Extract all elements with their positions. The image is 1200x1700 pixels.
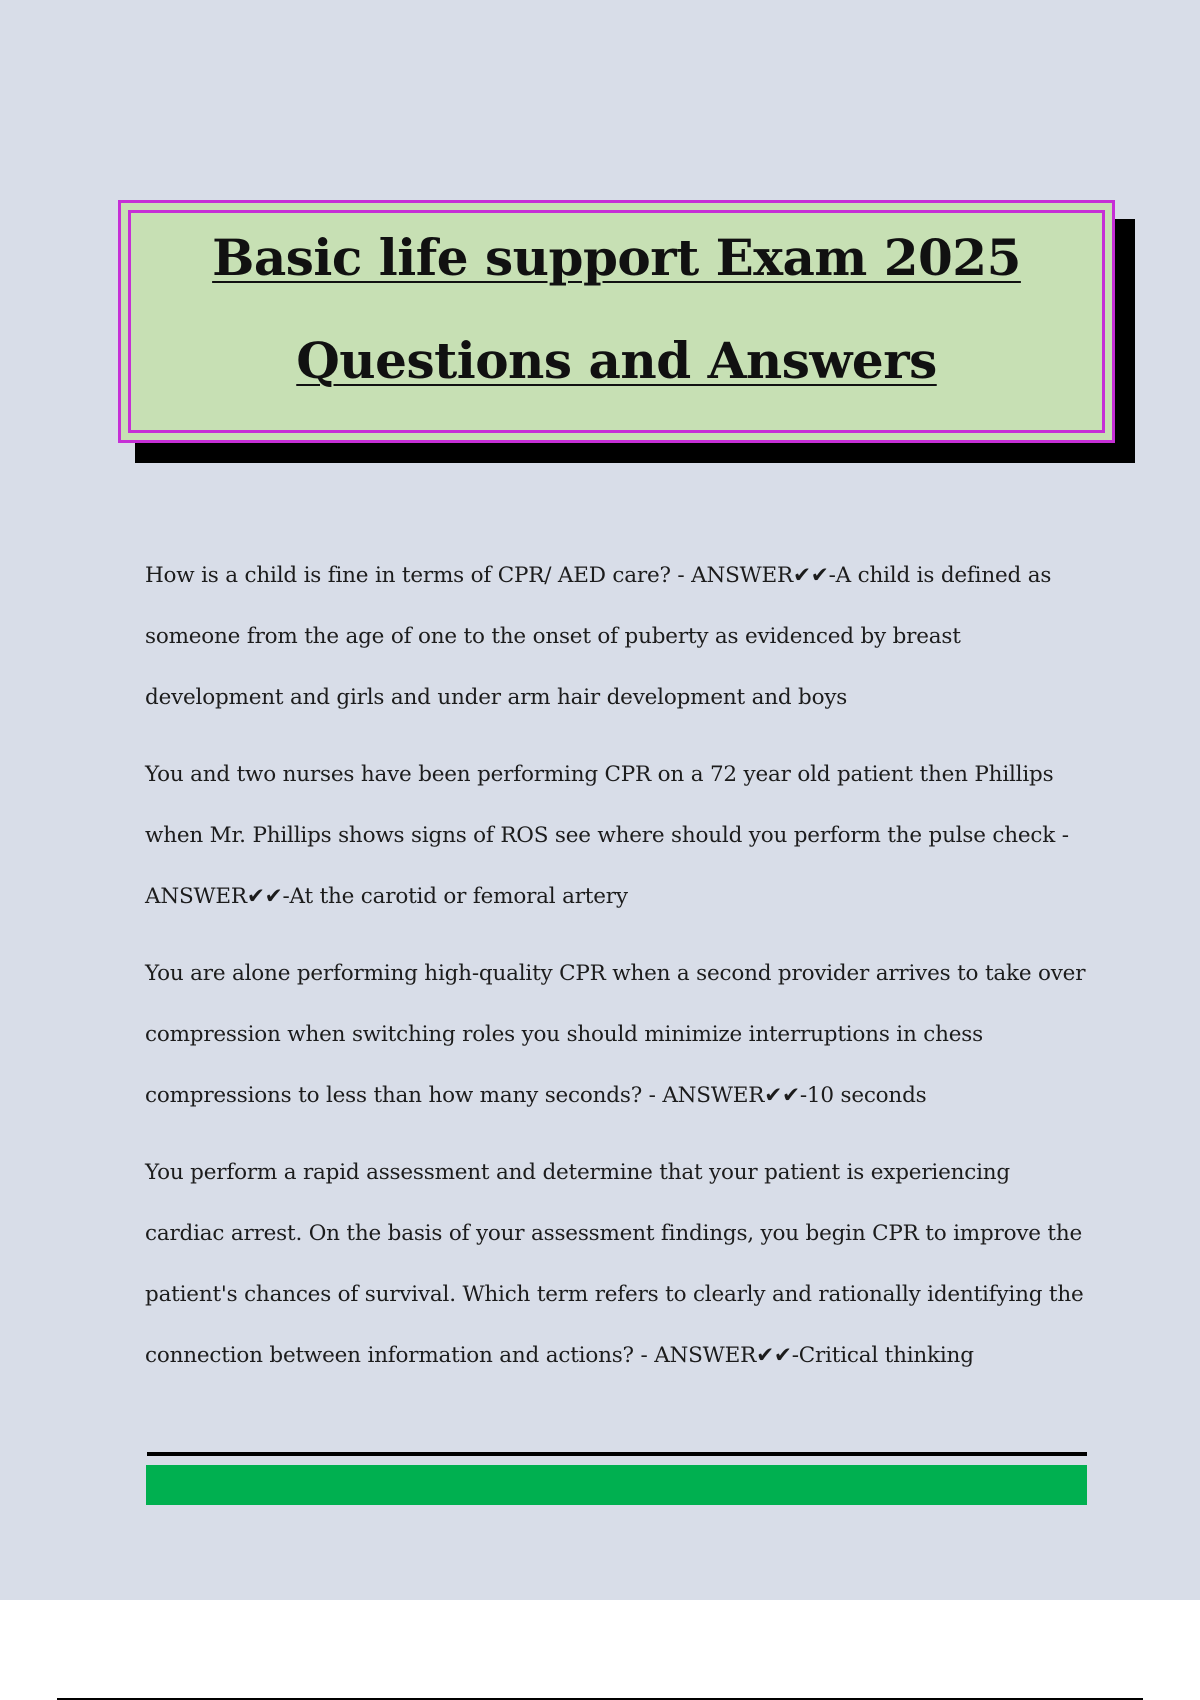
- qa-item-2: You and two nurses have been performing CPR on a 72 year old patient then Phillips when Mr. Phillips shows signs of ROS see where should you perform the pulse check - ANSWER✔✔-At the carotid or femoral artery: [145, 762, 1069, 909]
- qa-item-3: You are alone performing high-quality CPR when a second provider arrives to take over compression when switching roles you should minimize interruptions in chess compressions to less than how many seconds? - ANSWER✔✔-10 seconds: [145, 961, 1086, 1108]
- qa-item-1: How is a child is fine in terms of CPR/ AED care? - ANSWER✔✔-A child is defined as someone from the age of one to the onset of puberty as evidenced by breast development and girls and under arm hair development and boys: [145, 563, 1052, 710]
- qa-item-4: You perform a rapid assessment and determine that your patient is experiencing cardiac arrest. On the basis of your assessment findings, you begin CPR to improve the patient's chances of survival. Which term refers to clearly and rationally identifying the connection between information and actions? - ANSWER✔✔-Critical thinking: [145, 1160, 1084, 1368]
- title-box: [118, 200, 1115, 443]
- accent-bar: [146, 1465, 1087, 1505]
- divider-line: [147, 1452, 1087, 1456]
- qa-list: [145, 545, 1090, 1402]
- title-line-1: Basic life support Exam 2025: [212, 228, 1021, 287]
- title-line-2: Questions and Answers: [296, 331, 937, 390]
